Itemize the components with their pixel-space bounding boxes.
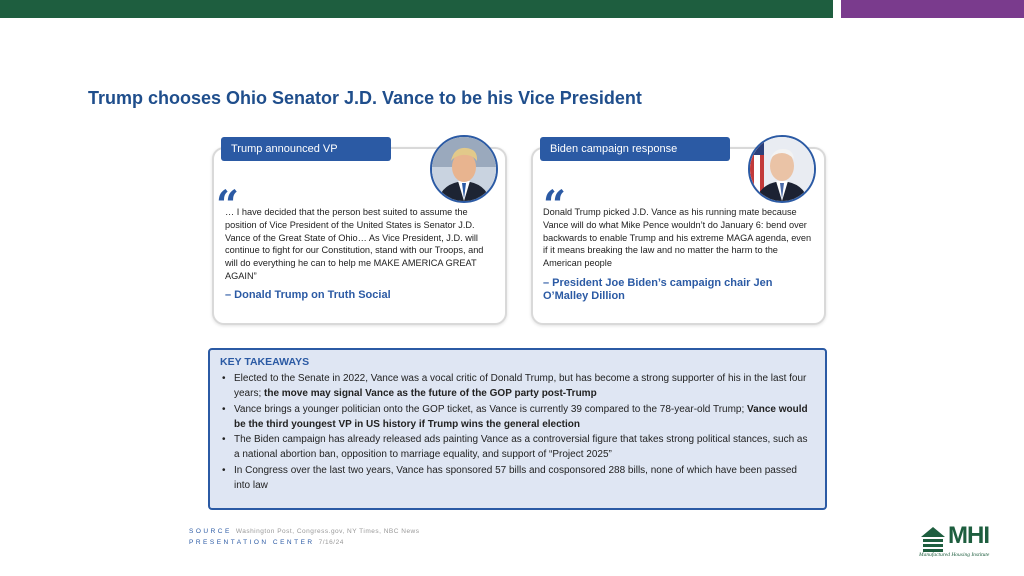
list-item: • In Congress over the last two years, Vance has sponsored 57 bills and cosponsored 288 bills, none of which have been passed into law (220, 463, 815, 494)
list-item: • Elected to the Senate in 2022, Vance was a vocal critic of Donald Trump, but has become a strong supporter of his in the last four years; the move may signal Vance as the future of the GOP party post-Trump (220, 371, 815, 402)
biden-card-tag: Biden campaign response (540, 137, 730, 161)
key-takeaways-list (220, 371, 815, 493)
top-green-bar (0, 0, 833, 18)
trump-portrait-image (432, 137, 496, 201)
footer-source (189, 528, 420, 535)
footer-source-value: Washington Post, Congress.gov, NY Times, NBC News (235, 528, 420, 535)
trump-card-tag: Trump announced VP (221, 137, 391, 161)
page-title: Trump chooses Ohio Senator J.D. Vance to be his Vice President (88, 88, 642, 108)
key-takeaways-heading: KEY TAKEAWAYS (220, 356, 310, 368)
trump-quote-text: … I have decided that the person best suited to assume the position of Vice President of the United States is Senator J.D. Vance of the Great State of Ohio… As Vice President, J.D. will continue to fight for our Constitution, stand with our Troops, and will do everything he can to help me MAKE AMERICA GREAT AGAIN” (225, 207, 484, 281)
footer-center-label: PRESENTATION CENTER (189, 539, 315, 546)
mhi-logo-text: MHI (948, 522, 989, 549)
footer-presentation-center (189, 539, 344, 546)
quote-mark-icon: “ (543, 182, 567, 229)
list-item: • The Biden campaign has already released ads painting Vance as a controversial figure that takes strong political stances, such as a national abortion ban, opposition to marriage equality, and support of “Project 2025” (220, 432, 815, 463)
top-purple-bar (841, 0, 1024, 18)
biden-quote-text: Donald Trump picked J.D. Vance as his running mate because Vance will do what Mike Pence wouldn’t do January 6: bend over backwards to enable Trump and his extreme MAGA agenda, even if it means breaking the law and no matter the harm to the American people (543, 207, 812, 269)
trump-quote-attribution: – Donald Trump on Truth Social (225, 289, 391, 301)
trump-portrait (430, 135, 498, 203)
biden-quote-attribution: – President Joe Biden’s campaign chair Jen O’Malley Dillion (543, 277, 773, 302)
mhi-logo-subtitle: Manufactured Housing Institute (919, 552, 990, 558)
key-takeaways-box (208, 348, 827, 510)
footer-source-label: SOURCE (189, 528, 232, 535)
quote-mark-icon: “ (216, 182, 240, 229)
biden-portrait-image (750, 137, 814, 201)
biden-portrait (748, 135, 816, 203)
list-item: • Vance brings a younger politician onto the GOP ticket, as Vance is currently 39 compared to the 78-year-old Trump; Vance would be the third youngest VP in US history if Trump wins the general election (220, 402, 815, 433)
footer-center-date: 7/16/24 (318, 539, 344, 546)
